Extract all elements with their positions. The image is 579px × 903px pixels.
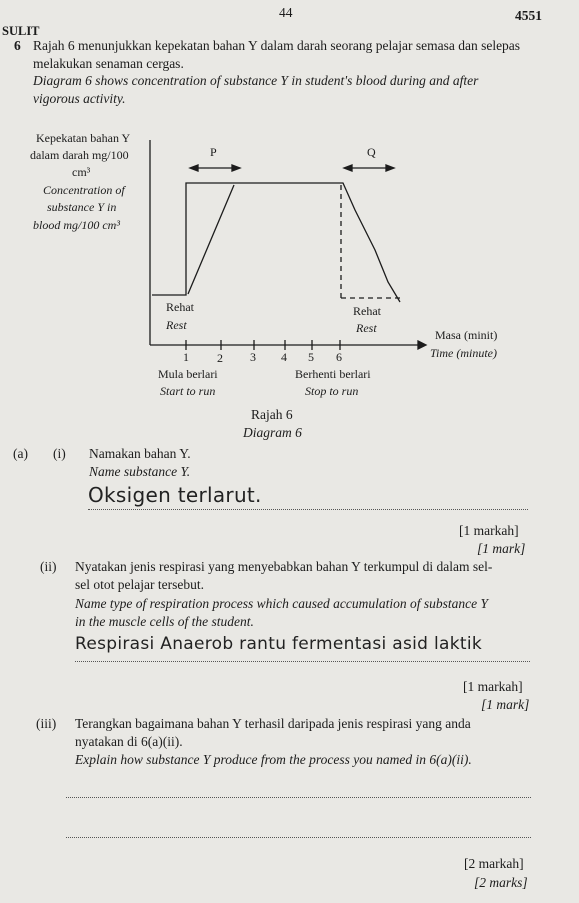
sulit-label: SULIT (2, 24, 40, 38)
tick-label: 6 (336, 350, 342, 364)
y-label-malay-2: dalam darah mg/100 (30, 148, 129, 162)
page-number: 44 (279, 5, 293, 20)
x-label-english: Time (minute) (430, 346, 497, 360)
tick-label: 2 (217, 351, 223, 365)
label-p: P (210, 145, 217, 159)
tick-label: 3 (250, 350, 256, 364)
paper-code: 4551 (515, 8, 542, 23)
part-a-iii-english: Explain how substance Y produce from the process you named in 6(a)(ii). (75, 752, 472, 767)
part-a-ii-english-2: in the muscle cells of the student. (75, 614, 254, 629)
part-a-ii-malay-2: sel otot pelajar tersebut. (75, 577, 204, 592)
tick-label: 4 (281, 350, 287, 364)
part-a-iii-malay-1: Terangkan bagaimana bahan Y terhasil daripada jenis respirasi yang anda (75, 716, 471, 731)
part-a-label: (a) (13, 446, 28, 461)
rest-right-english: Rest (356, 321, 377, 335)
x-label-malay: Masa (minit) (435, 328, 498, 342)
y-label-malay-3: cm³ (72, 165, 91, 179)
question-malay-line2: melakukan senaman cergas. (33, 56, 184, 71)
stop-run-malay: Berhenti berlari (295, 367, 371, 381)
answer-line[interactable] (66, 837, 531, 838)
part-a-i-malay: Namakan bahan Y. (89, 446, 191, 461)
diagram-caption-malay: Rajah 6 (251, 407, 293, 422)
question-malay-line1: Rajah 6 menunjukkan kepekatan bahan Y dalam darah seorang pelajar semasa dan selepas (33, 38, 521, 53)
answer-line (75, 661, 530, 662)
question-number: 6 (14, 38, 21, 53)
y-label-en-2: substance Y in (47, 200, 117, 214)
rest-left-malay: Rehat (166, 300, 194, 314)
stop-run-english: Stop to run (305, 384, 359, 398)
question-english-line2: vigorous activity. (33, 91, 126, 106)
part-a-i-english: Name substance Y. (89, 464, 191, 479)
mark-malay: [2 markah] (464, 856, 524, 871)
rest-left-english: Rest (166, 318, 187, 332)
diagram-caption-english: Diagram 6 (243, 425, 302, 440)
answer-line (88, 509, 528, 510)
mark-malay: [1 markah] (459, 523, 519, 538)
part-a-ii-label: (ii) (40, 559, 57, 574)
label-q: Q (367, 145, 376, 159)
part-a-iii-malay-2: nyatakan di 6(a)(ii). (75, 734, 183, 749)
mark-english: [1 mark] (481, 697, 530, 712)
tick-label: 1 (183, 350, 189, 364)
part-a-i-label: (i) (53, 446, 66, 461)
mark-english: [1 mark] (477, 541, 526, 556)
answer-line[interactable] (66, 797, 531, 798)
y-label-malay-1: Kepekatan bahan Y (36, 131, 131, 145)
tick-label: 5 (308, 350, 314, 364)
answer-a-i[interactable]: Oksigen terlarut. (88, 483, 262, 507)
rest-right-malay: Rehat (353, 304, 381, 318)
part-a-ii-english-1: Name type of respiration process which caused accumulation of substance Y (75, 596, 488, 611)
part-a-iii-label: (iii) (36, 716, 57, 731)
y-label-en-1: Concentration of (43, 183, 125, 197)
y-label-en-3: blood mg/100 cm³ (33, 218, 120, 232)
start-run-malay: Mula berlari (158, 367, 218, 381)
part-a-ii-malay-1: Nyatakan jenis respirasi yang menyebabkan bahan Y terkumpul di dalam sel- (75, 559, 493, 574)
question-english-line1: Diagram 6 shows concentration of substance Y in student's blood during and after (33, 73, 479, 88)
mark-english: [2 marks] (474, 875, 528, 890)
answer-a-ii[interactable]: Respirasi Anaerob rantu fermentasi asid laktik (75, 634, 482, 654)
mark-malay: [1 markah] (463, 679, 523, 694)
start-run-english: Start to run (160, 384, 216, 398)
